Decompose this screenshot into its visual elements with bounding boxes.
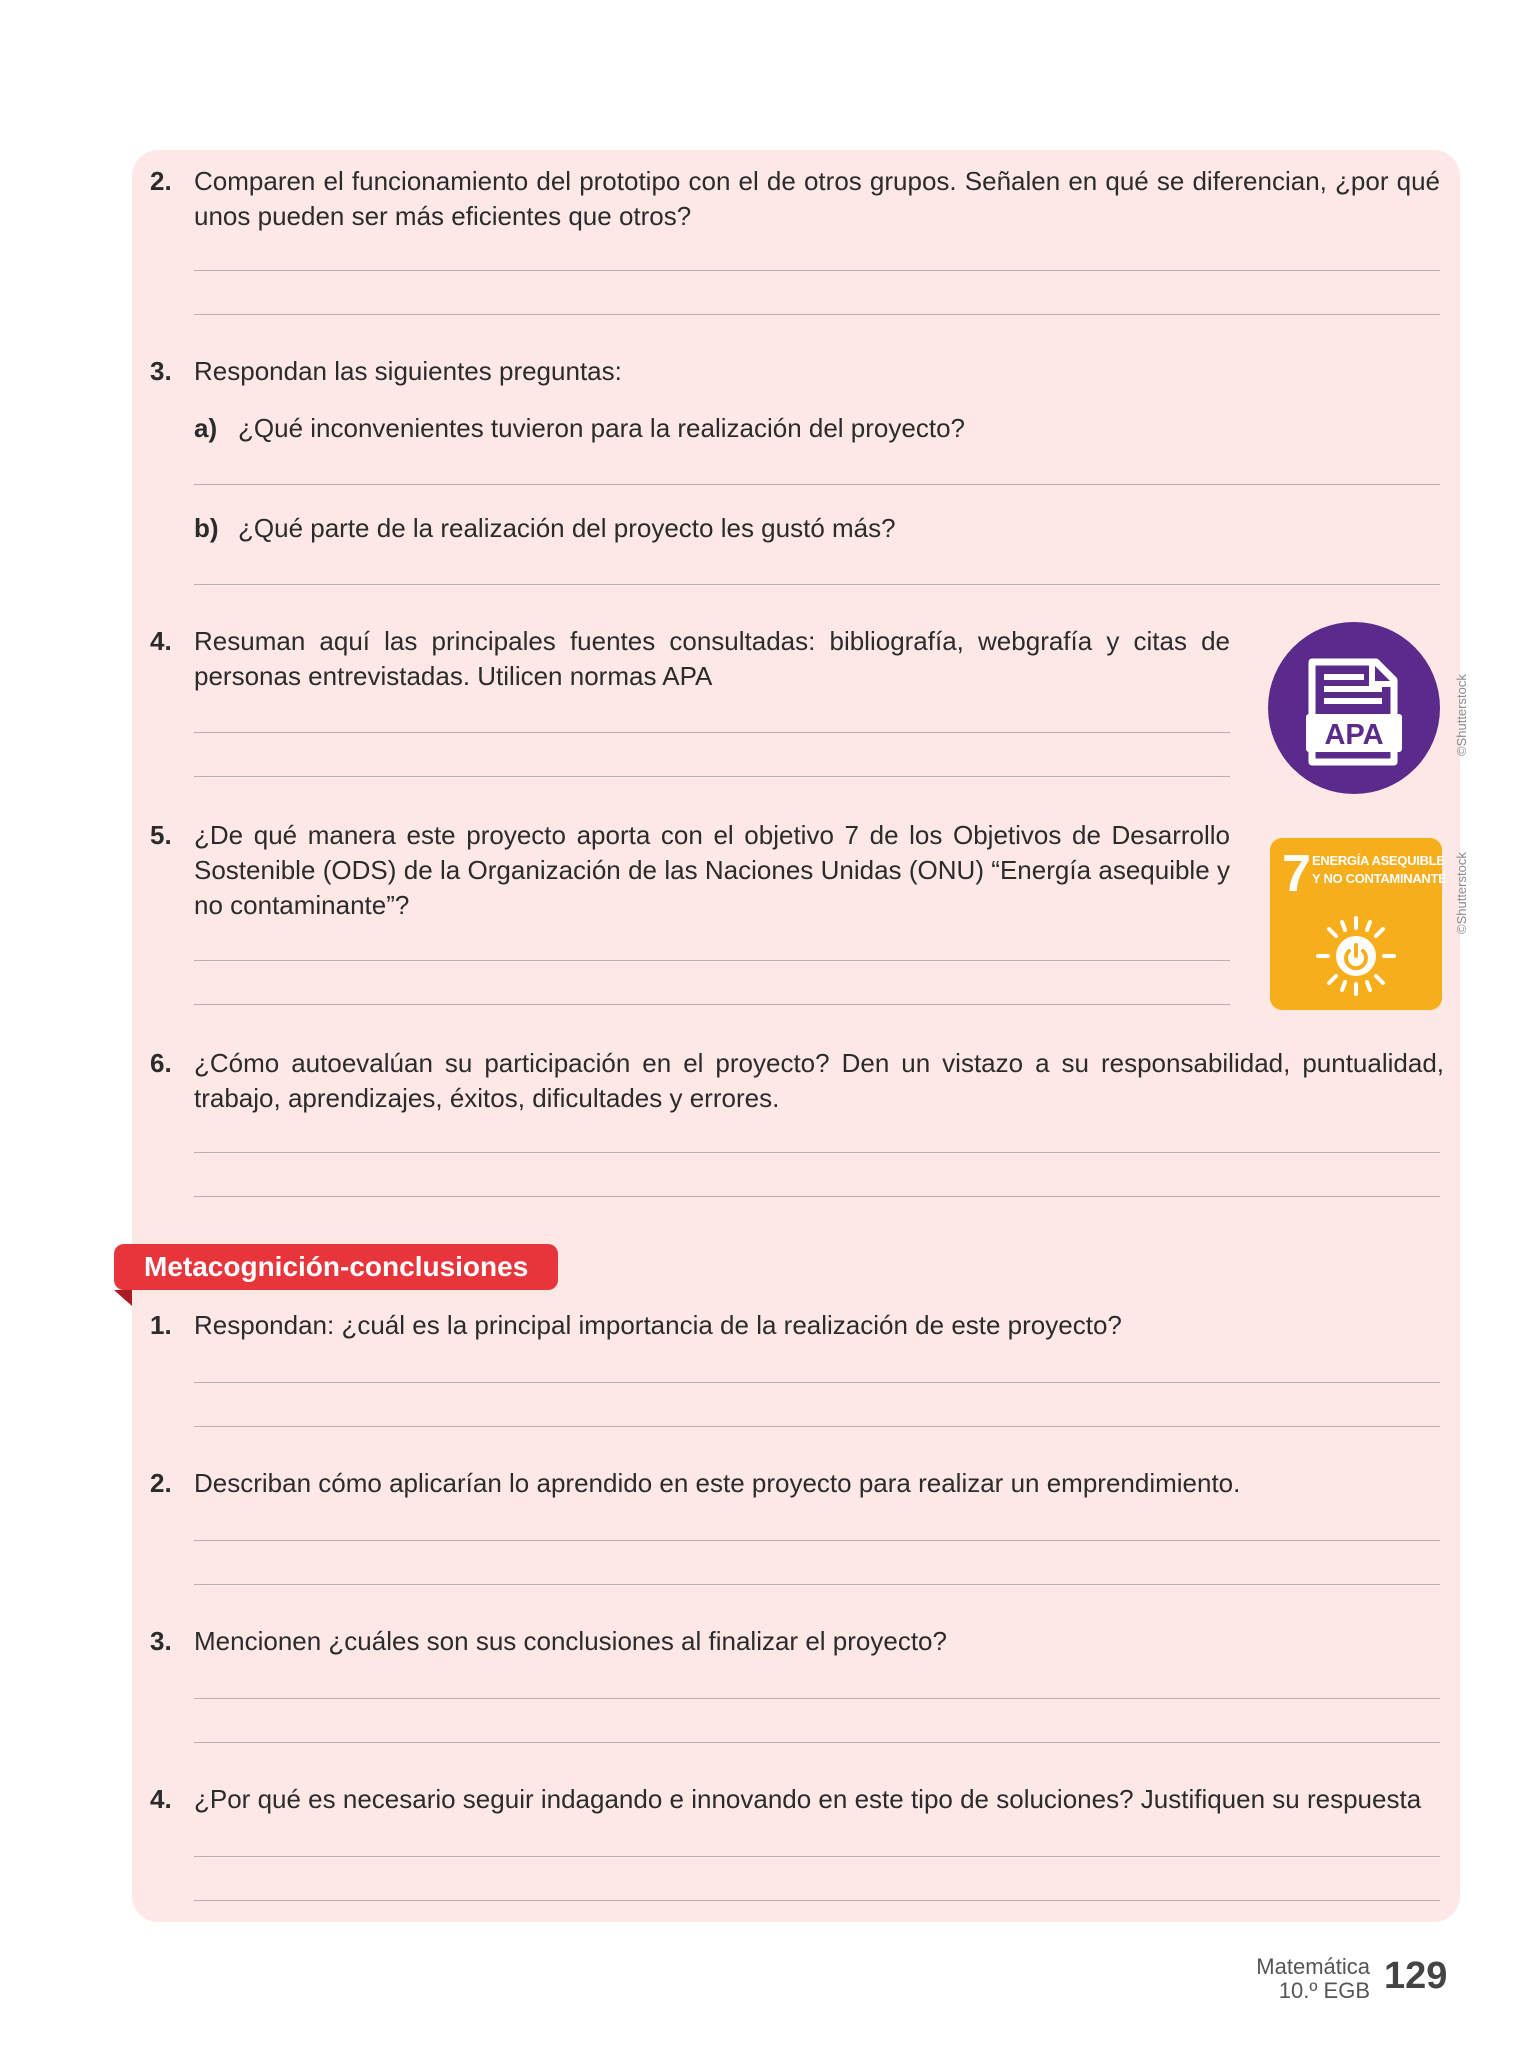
question-number: 3. bbox=[150, 356, 172, 386]
answer-line[interactable] bbox=[194, 960, 1230, 961]
answer-line[interactable] bbox=[194, 1900, 1440, 1901]
question-text: Respondan las siguientes preguntas: bbox=[194, 356, 622, 386]
apa-label: APA bbox=[1324, 719, 1384, 751]
question-text: Respondan: ¿cuál es la principal importancia de la realización de este proyecto? bbox=[194, 1310, 1122, 1340]
answer-line[interactable] bbox=[194, 1540, 1440, 1541]
question-text: Comparen el funcionamiento del prototipo con el de otros grupos. Señalen en qué se diferencian, ¿por qué unos pueden ser más eficientes que otros? bbox=[194, 166, 1440, 231]
question-number: 2. bbox=[150, 1468, 172, 1498]
subquestion-label: b) bbox=[194, 513, 219, 543]
footer-subject: Matemática bbox=[1256, 1954, 1370, 1979]
answer-line[interactable] bbox=[194, 1426, 1440, 1427]
answer-line[interactable] bbox=[194, 1382, 1440, 1383]
subquestion-text: ¿Qué parte de la realización del proyecto les gustó más? bbox=[238, 513, 896, 543]
question-number: 1. bbox=[150, 1310, 172, 1340]
question-number: 2. bbox=[150, 166, 172, 196]
answer-line[interactable] bbox=[194, 776, 1230, 777]
image-credit: ©Shutterstock bbox=[1454, 674, 1469, 756]
ods-title-line-2: Y NO CONTAMINANTE bbox=[1312, 871, 1447, 886]
question-text: Describan cómo aplicarían lo aprendido en este proyecto para realizar un emprendimiento. bbox=[194, 1468, 1241, 1498]
page-number: 129 bbox=[1384, 1955, 1448, 1997]
answer-line[interactable] bbox=[194, 732, 1230, 733]
question-number: 3. bbox=[150, 1626, 172, 1656]
section-heading bbox=[114, 1244, 558, 1290]
footer-grade: 10.º EGB bbox=[1278, 1978, 1370, 2003]
ods-7-tile bbox=[1270, 838, 1447, 1010]
answer-line[interactable] bbox=[194, 1584, 1440, 1585]
image-credit: ©Shutterstock bbox=[1454, 852, 1469, 934]
power-sun-icon bbox=[1314, 914, 1398, 998]
answer-line[interactable] bbox=[194, 1152, 1440, 1153]
question-number: 4. bbox=[150, 626, 172, 656]
answer-line[interactable] bbox=[194, 1742, 1440, 1743]
question-text: Resuman aquí las principales fuentes consultadas: bibliografía, webgrafía y citas de personas entrevistadas. Utilicen normas APA bbox=[194, 626, 1230, 691]
question-text: ¿Por qué es necesario seguir indagando e innovando en este tipo de soluciones? Justifiquen su respuesta bbox=[194, 1784, 1422, 1814]
question-number: 4. bbox=[150, 1784, 172, 1814]
subquestion-label: a) bbox=[194, 413, 218, 443]
question-number: 6. bbox=[150, 1048, 172, 1078]
ods-title-line-1: ENERGÍA ASEQUIBLE bbox=[1312, 853, 1445, 868]
apa-badge bbox=[1268, 622, 1440, 794]
answer-line[interactable] bbox=[194, 270, 1440, 271]
question-text: Mencionen ¿cuáles son sus conclusiones al finalizar el proyecto? bbox=[194, 1626, 947, 1656]
subquestion-text: ¿Qué inconvenientes tuvieron para la realización del proyecto? bbox=[238, 413, 965, 443]
ods-number: 7 bbox=[1282, 845, 1311, 903]
answer-line[interactable] bbox=[194, 584, 1440, 585]
section-title: Metacognición-conclusiones bbox=[144, 1251, 529, 1282]
badge-circle bbox=[1268, 622, 1440, 794]
question-text: ¿Cómo autoevalúan su participación en el proyecto? Den un vistazo a su responsabilidad, puntualidad, trabajo, aprendizajes, éxitos, dificultades y errores. bbox=[194, 1048, 1444, 1113]
answer-line[interactable] bbox=[194, 484, 1440, 485]
answer-line[interactable] bbox=[194, 314, 1440, 315]
question-number: 5. bbox=[150, 820, 172, 850]
answer-line[interactable] bbox=[194, 1856, 1440, 1857]
ods-title bbox=[1312, 852, 1447, 888]
question-text: ¿De qué manera este proyecto aporta con el objetivo 7 de los Objetivos de Desarrollo Sostenible (ODS) de la Organización de las Naciones Unidas (ONU) “Energía asequible y no contaminante”? bbox=[194, 820, 1230, 920]
answer-line[interactable] bbox=[194, 1196, 1440, 1197]
tab-fold bbox=[114, 1290, 132, 1306]
answer-line[interactable] bbox=[194, 1698, 1440, 1699]
answer-line[interactable] bbox=[194, 1004, 1230, 1005]
